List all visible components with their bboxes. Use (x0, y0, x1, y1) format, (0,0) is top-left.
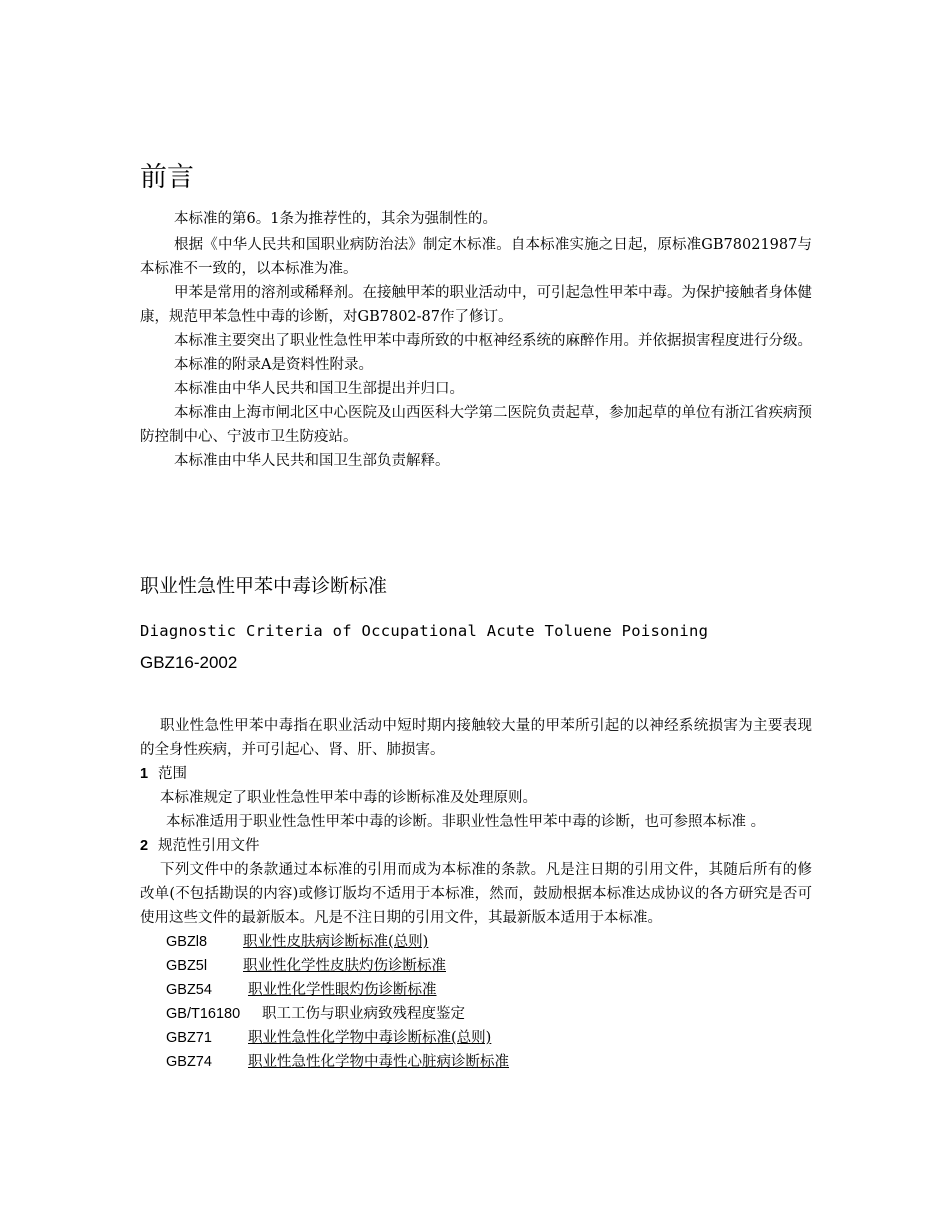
reference-item (140, 930, 812, 954)
standard-body (140, 714, 812, 1074)
section-number: 1 (140, 766, 149, 782)
reference-code: GBZ5l (166, 958, 208, 974)
reference-code: GBZ74 (166, 1054, 212, 1070)
foreword-paragraph: 本标准的第6。1条为推荐性的，其余为强制性的。 (174, 211, 497, 227)
section-2-heading (140, 834, 812, 858)
section-1-heading (140, 762, 812, 786)
foreword-paragraph: 本标准由上海市闸北区中心医院及山西医科大学第二医院负责起草，参加起草的单位有浙江省疾病预防控制中心、宁波市卫生防疫站。 (140, 405, 812, 445)
foreword-paragraph: 甲苯是常用的溶剂或稀释剂。在接触甲苯的职业活动中，可引起急性甲苯中毒。为保护接触者身体健康，规范甲苯急性中毒的诊断，对GB7802-87作了修订。 (140, 285, 812, 325)
reference-item (140, 1002, 812, 1026)
foreword-paragraph: 本标准主要突出了职业性急性甲苯中毒所致的中枢神经系统的麻醉作用。并依据损害程度进行分级。 (174, 333, 812, 349)
reference-item (140, 954, 812, 978)
reference-item (140, 1026, 812, 1050)
foreword-paragraph: 本标准由中华人民共和国卫生部提出并归口。 (174, 381, 464, 397)
reference-link[interactable]: 职业性皮肤病诊断标准(总则) (243, 934, 429, 950)
reference-link[interactable]: 职业性化学性皮肤灼伤诊断标准 (243, 958, 446, 974)
reference-code: GBZl8 (166, 934, 208, 950)
standard-title-en: Diagnostic Criteria of Occupational Acute Toluene Poisoning (140, 622, 709, 640)
intro-paragraph: 职业性急性甲苯中毒指在职业活动中短时期内接触较大量的甲苯所引起的以神经系统损害为主要表现的全身性疾病，并可引起心、肾、肝、肺损害。 (140, 718, 812, 758)
foreword-paragraph: 根据《中华人民共和国职业病防治法》制定木标准。自本标准实施之日起，原标准GB78021987与本标准不一致的，以本标准为准。 (140, 237, 812, 277)
section-number: 2 (140, 838, 149, 854)
reference-list (140, 930, 812, 1074)
standard-title-cn: 职业性急性甲苯中毒诊断标准 (140, 575, 388, 597)
reference-code: GBZ71 (166, 1030, 212, 1046)
reference-item (140, 1050, 812, 1074)
reference-link[interactable]: 职业性急性化学物中毒性心脏病诊断标准 (248, 1054, 509, 1070)
reference-title: 职工工伤与职业病致残程度鉴定 (262, 1006, 465, 1022)
foreword-title: 前言 (140, 162, 194, 193)
section-2-paragraph: 下列文件中的条款通过本标准的引用而成为本标准的条款。凡是注日期的引用文件，其随后所有的修改单(不包括勘误的内容)或修订版均不适用于本标准，然而，鼓励根据本标准达成协议的各方研究是否可使用这些文件的最新版本。凡是不注日期的引用文件，其最新版本适用于本标准。 (140, 862, 812, 926)
section-1-paragraph: 本标准规定了职业性急性甲苯中毒的诊断标准及处理原则。 (160, 790, 537, 806)
reference-item (140, 978, 812, 1002)
foreword-paragraph: 本标准由中华人民共和国卫生部负责解释。 (174, 453, 450, 469)
reference-code: GB/T16180 (166, 1006, 241, 1022)
reference-link[interactable]: 职业性化学性眼灼伤诊断标准 (248, 982, 437, 998)
section-heading-text: 规范性引用文件 (158, 838, 260, 854)
section-1-paragraph: 本标准适用于职业性急性甲苯中毒的诊断。非职业性急性甲苯中毒的诊断，也可参照本标准 。 (166, 814, 766, 830)
standard-code: GBZ16-2002 (140, 653, 238, 672)
foreword-body (140, 207, 812, 473)
section-heading-text: 范围 (158, 766, 187, 782)
foreword-paragraph: 本标准的附录A是资料性附录。 (174, 357, 373, 373)
reference-code: GBZ54 (166, 982, 212, 998)
reference-link[interactable]: 职业性急性化学物中毒诊断标准(总则) (248, 1030, 492, 1046)
